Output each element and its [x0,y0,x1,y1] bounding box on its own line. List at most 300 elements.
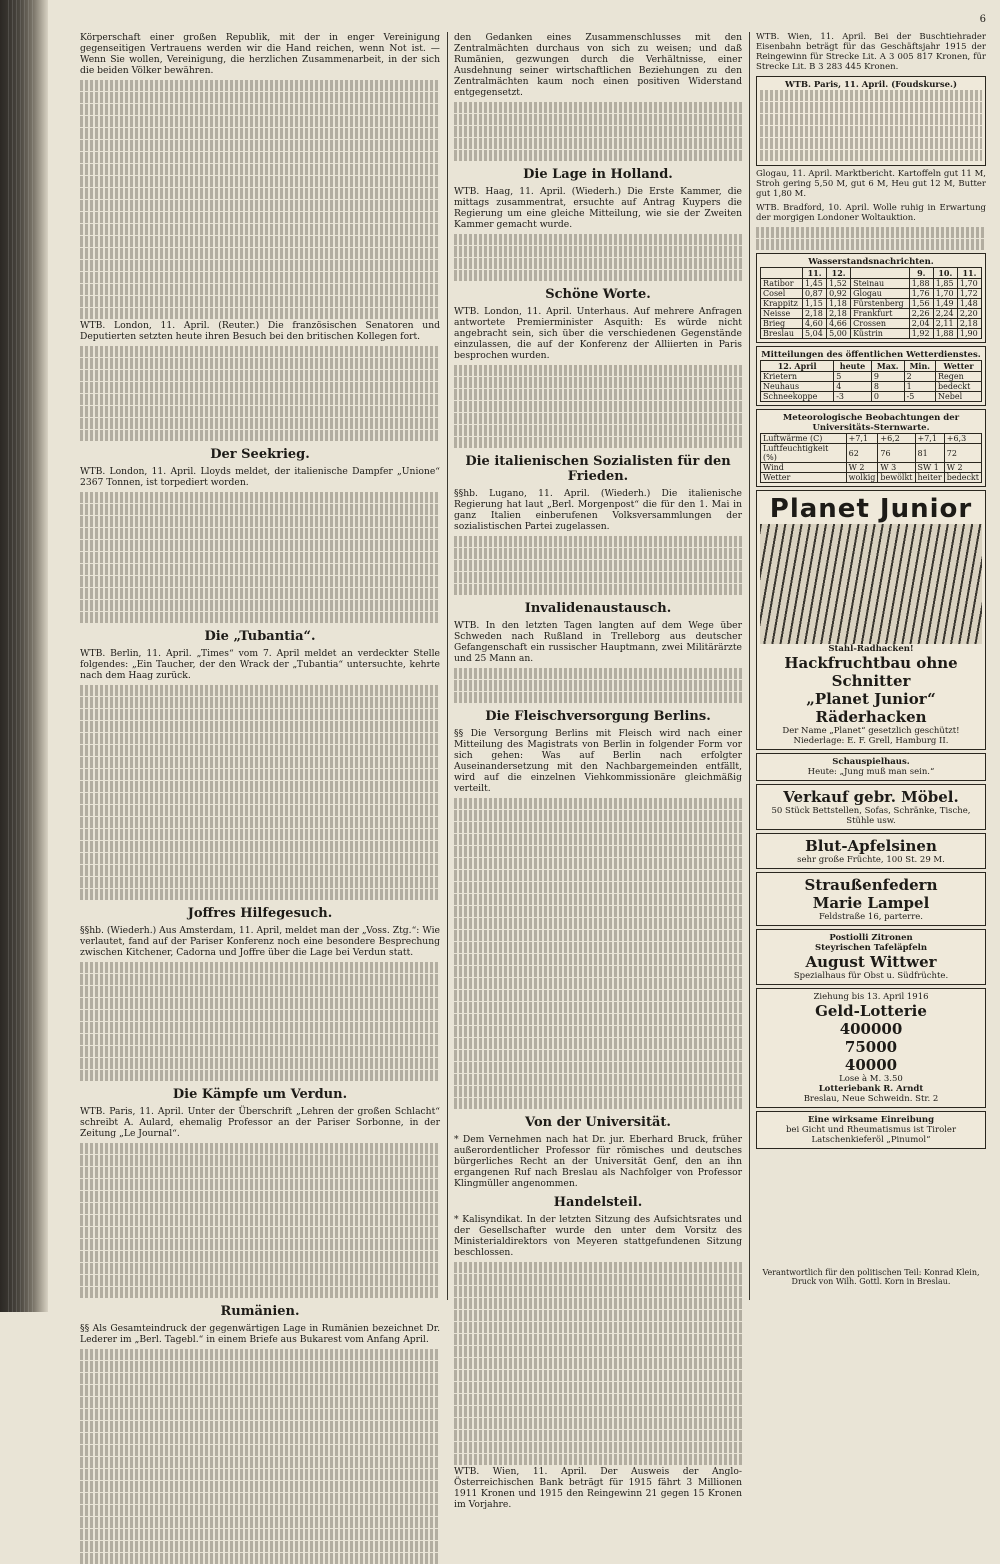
text-line-filler [80,974,440,985]
imprint: Verantwortlich für den politischen Teil: Konrad Klein, Druck von Wilh. Gottl. Korn in Breslau. [762,1268,980,1286]
meteo-table [756,409,986,487]
cell: Luftwärme (C) [761,434,847,444]
cell: -5 [904,392,935,402]
cell: bewölkt [878,473,915,483]
column-rule [447,32,448,1300]
article-text: WTB. London, 11. April. Unterhaus. Auf mehrere Anfragen antwortete Premierminister Asquith: Es würde nicht angebracht sein, sich über die verschiedenen Gegenstände einzulassen, die auf der Konferenz der Alliierten in Paris besprochen wurden. [454,306,742,361]
cell: Frankfurt [851,309,910,319]
text-line-filler [454,1430,742,1441]
text-line-filler [454,810,742,821]
table-row [761,299,982,309]
text-line-filler [80,80,440,91]
text-line-filler [454,1394,742,1405]
planet-junior-ad [756,490,986,750]
text-line-filler [80,1553,440,1564]
article-text: §§hb. Lugano, 11. April. (Wiederh.) Die italienische Regierung hat laut „Berl. Morgenpost“ die für den 1. Mai in ganz Italien einberufenen Volksversammlungen der sozialistischen Partei zugelassen. [454,488,742,532]
text-line-filler [80,588,440,599]
ad-line: bei Gicht und Rheumatismus ist Tiroler Latschenkieferöl „Pinumol“ [785,1125,957,1145]
text-line-filler [454,954,742,965]
cell: +6,2 [878,434,915,444]
text-line-filler [760,150,982,161]
cell: 2,26 [909,309,933,319]
text-line-filler [80,1263,440,1274]
cell: 2,24 [933,309,957,319]
cell: Wind [761,463,847,473]
article-text: Glogau, 11. April. Marktbericht. Kartoffeln gut 11 M, Stroh gering 5,50 M, gut 6 M, Heu gut 12 M, Butter gut 1,80 M. [756,169,986,199]
text-line-filler [80,296,440,307]
text-line-filler [454,150,742,161]
cell: W 2 [846,463,878,473]
cell: Cosel [761,289,803,299]
text-line-filler [80,1203,440,1214]
weather-head-cell: Min. [904,361,935,372]
theatre-ad [756,753,986,781]
text-line-filler [80,492,440,503]
text-line-filler [80,1349,440,1360]
text-line-filler [760,114,982,125]
text-line-filler [80,346,440,357]
text-line-filler [80,877,440,888]
text-line-filler [80,1022,440,1033]
text-line-filler [454,870,742,881]
section-heading: Die italienischen Sozialisten für den Frieden. [465,454,731,484]
text-line-filler [80,1469,440,1480]
ad-line: Breslau, Neue Schweidn. Str. 2 [803,1094,939,1104]
column-1 [80,32,440,1345]
text-line-filler [454,138,742,149]
cell: Schneekoppe [761,392,834,402]
prize-amount: 75000 [844,1038,898,1056]
cell: Brieg [761,319,803,329]
cell: bedeckt [936,382,982,392]
text-line-filler [454,692,742,703]
text-line-filler [80,248,440,259]
ad-title: Blut-Apfelsinen [805,837,937,855]
table-row [761,463,982,473]
cell: 1,88 [909,279,933,289]
text-line-filler [80,1493,440,1504]
text-line-filler [80,308,440,319]
cell: 0,87 [803,289,827,299]
text-line-filler [454,584,742,595]
ad-line: Lose à M. 3.50 [839,1074,903,1084]
text-line-filler [80,1505,440,1516]
article-text: WTB. Wien, 11. April. Der Ausweis der Anglo-Österreichischen Bank beträgt für 1915 fährt 3 Millionen 1911 Kronen und 1915 den Reingewinn 21 gegen 15 Kronen im Vorjahre. [454,1466,742,1510]
section-heading: Die „Tubantia“. [204,629,316,644]
text-line-filler [454,401,742,412]
cell: 81 [915,444,944,463]
text-line-filler [454,1274,742,1285]
newspaper-page [56,4,992,1510]
column-2 [454,32,742,1510]
text-line-filler [454,1098,742,1109]
table-row [761,434,982,444]
table-row [761,289,982,299]
ad-title: Geld-Lotterie [815,1002,927,1020]
prize-amount: 400000 [839,1020,903,1038]
cell: wolkig [846,473,878,483]
article-text: §§ Als Gesamteindruck der gegenwärtigen Lage in Rumänien bezeichnet Dr. Lederer im „Berl. Tagebl.“ in einem Briefe aus Bukarest vom Anfang April. [80,1323,440,1345]
text-line-filler [454,1014,742,1025]
text-line-filler [454,1062,742,1073]
text-line-filler [80,612,440,623]
text-line-filler [454,1334,742,1345]
text-line-filler [454,1442,742,1453]
water-level-table [756,253,986,343]
text-line-filler [80,430,440,441]
table-row [761,473,982,483]
ad-title: Postiolli Zitronen [829,933,913,943]
text-line-filler [80,104,440,115]
text-line-filler [80,576,440,587]
text-line-filler [80,1179,440,1190]
cell: -3 [834,392,872,402]
section-heading: Die Lage in Holland. [523,167,673,182]
table-row [761,279,982,289]
text-line-filler [454,437,742,448]
text-line-filler [80,817,440,828]
text-line-filler [80,504,440,515]
weather-head-cell: heute [834,361,872,372]
field-illustration [760,524,982,644]
cell: 76 [878,444,915,463]
text-line-filler [80,188,440,199]
text-line-filler [760,138,982,149]
text-line-filler [454,1026,742,1037]
text-line-filler [80,552,440,563]
text-line-filler [80,1070,440,1081]
cell: 1,48 [957,299,981,309]
cell: Küstrin [851,329,910,339]
text-line-filler [454,846,742,857]
meteo-title: Meteorologische Beobachtungen der Universitäts-Sternwarte. [782,413,960,433]
ad-title: Planet Junior [769,494,973,524]
cell: 2,11 [933,319,957,329]
cell: 1,92 [909,329,933,339]
text-line-filler [80,841,440,852]
ad-line: sehr große Früchte, 100 St. 29 M. [797,855,945,865]
cell: 1,56 [909,299,933,309]
text-line-filler [454,572,742,583]
ad-title: Eine wirksame Einreibung [807,1115,935,1125]
cell: +7,1 [915,434,944,444]
cell: Ratibor [761,279,803,289]
text-line-filler [454,1038,742,1049]
text-line-filler [454,1358,742,1369]
cell: 2,18 [803,309,827,319]
section-heading: Die Fleischversorgung Berlins. [485,709,711,724]
cell: Neuhaus [761,382,834,392]
text-line-filler [80,564,440,575]
water-head-cell [851,268,910,279]
text-line-filler [454,126,742,137]
ad-line: 50 Stück Bettstellen, Sofas, Schränke, Tische, Stühle usw. [771,806,971,826]
text-line-filler [80,865,440,876]
cell: 1,45 [803,279,827,289]
text-line-filler [80,685,440,696]
text-line-filler [80,769,440,780]
text-line-filler [80,1034,440,1045]
text-line-filler [454,942,742,953]
cell: 1,72 [957,289,981,299]
text-line-filler [454,234,742,245]
text-line-filler [454,1298,742,1309]
text-line-filler [80,1385,440,1396]
text-line-filler [80,1287,440,1298]
ad-name: August Wittwer [805,953,937,971]
cell: Luftfeuchtigkeit (%) [761,444,847,463]
cell: 0 [871,392,904,402]
cell: 1,70 [957,279,981,289]
cell: 4,66 [827,319,851,329]
text-line-filler [454,102,742,113]
cell: Nebel [936,392,982,402]
text-line-filler [454,258,742,269]
text-line-filler [80,889,440,900]
article-text: * Kalisyndikat. In der letzten Sitzung des Aufsichtsrates und der Gesellschafter wurde den unter dem Vorsitz des Ministerialdirektors von Meyeren stattgefundenen Sitzung beschlossen. [454,1214,742,1258]
text-line-filler [80,1143,440,1154]
ad-line: Stahl-Radhacken! [828,644,914,654]
text-line-filler [454,906,742,917]
text-line-filler [454,978,742,989]
text-line-filler [80,998,440,1009]
text-line-filler [80,1046,440,1057]
article-text: WTB. Haag, 11. April. (Wiederh.) Die Erste Kammer, die mittags zusammentrat, ersuchte auf Antrag Kuypers die Regierung um eine gleiche Mitteilung, wie sie der Zweiten Kammer gemacht wurde. [454,186,742,230]
text-line-filler [80,260,440,271]
text-line-filler [454,1262,742,1273]
text-line-filler [454,930,742,941]
cell: heiter [915,473,944,483]
text-line-filler [80,236,440,247]
text-line-filler [454,1418,742,1429]
text-line-filler [80,212,440,223]
text-line-filler [80,358,440,369]
text-line-filler [80,697,440,708]
text-line-filler [80,1529,440,1540]
text-line-filler [454,918,742,929]
cell: 8 [871,382,904,392]
text-line-filler [454,1382,742,1393]
spine-texture [8,0,36,1312]
article-text: WTB. Bradford, 10. April. Wolle ruhig in Erwartung der morgigen Londoner Woltauktion. [756,203,986,223]
cell: 1 [904,382,935,392]
text-line-filler [80,721,440,732]
text-line-filler [80,1010,440,1021]
text-line-filler [454,413,742,424]
text-line-filler [80,805,440,816]
cell: 4,60 [803,319,827,329]
cell: SW 1 [915,463,944,473]
text-line-filler [80,1457,440,1468]
text-line-filler [454,1310,742,1321]
text-line-filler [454,1086,742,1097]
ad-line: Steyrischen Tafeläpfeln [814,943,928,953]
article-text: §§hb. (Wiederh.) Aus Amsterdam, 11. April, meldet man der „Voss. Ztg.“: Wie verlautet, fand auf der Pariser Konferenz noch eine besondere Besprechung zwischen Kitchener, Cadorna und Joffre über die Lage bei Verdun statt. [80,925,440,958]
section-heading: Von der Universität. [525,1115,671,1130]
cell: Steinau [851,279,910,289]
ad-title: Schauspielhaus. [832,757,910,767]
ad-line: Heute: „Jung muß man sein.“ [807,767,935,777]
cell: 2,04 [909,319,933,329]
cell: 1,70 [933,289,957,299]
text-line-filler [80,1445,440,1456]
text-line-filler [454,1322,742,1333]
cell: 0,92 [827,289,851,299]
text-line-filler [454,365,742,376]
ad-line: Niederlage: E. F. Grell, Hamburg II. [793,736,949,746]
text-line-filler [80,986,440,997]
cell: 2 [904,372,935,382]
text-line-filler [80,1239,440,1250]
column-rule [749,32,750,1300]
text-line-filler [80,1227,440,1238]
cell: Krietern [761,372,834,382]
table-row [761,329,982,339]
text-line-filler [80,1409,440,1420]
cell: Krappitz [761,299,803,309]
text-line-filler [80,962,440,973]
text-line-filler [80,418,440,429]
text-line-filler [80,140,440,151]
market-title: WTB. Paris, 11. April. (Foudskurse.) [784,80,958,90]
water-head-cell: 11. [803,268,827,279]
text-line-filler [454,114,742,125]
ad-line: Hackfruchtbau ohne Schnitter [784,654,958,690]
text-line-filler [80,733,440,744]
text-line-filler [454,822,742,833]
text-line-filler [80,1361,440,1372]
text-line-filler [454,668,742,679]
text-line-filler [756,239,986,250]
water-head-cell: 11. [957,268,981,279]
prize-amount: 40000 [844,1056,898,1074]
text-line-filler [454,858,742,869]
text-line-filler [80,1433,440,1444]
text-line-filler [454,560,742,571]
ad-name: Lotteriebank R. Arndt [818,1084,924,1094]
text-line-filler [80,793,440,804]
text-line-filler [454,536,742,547]
text-line-filler [80,1251,440,1262]
text-line-filler [80,528,440,539]
section-heading: Schöne Worte. [545,287,651,302]
text-line-filler [80,176,440,187]
cell: 1,52 [827,279,851,289]
article-text: §§ Die Versorgung Berlins mit Fleisch wird nach einer Mitteilung des Magistrats von Berlin in folgender Form vor sich gehen: Was auf Berlin nach erfolgter Auseinandersetzung mit den Nachbargemeinden entfällt, wird auf die einzelnen Viehkommissionäre gleichmäßig verteilt. [454,728,742,794]
text-line-filler [454,966,742,977]
table-row [761,319,982,329]
water-head-cell: 9. [909,268,933,279]
weather-table [756,346,986,406]
water-head-cell: 10. [933,268,957,279]
article-text: WTB. Wien, 11. April. Bei der Buschtiehrader Eisenbahn beträgt für das Geschäftsjahr 1915 der Reingewinn für Strecke Lit. A 3 005 817 Kronen, für Strecke Lit. B 3 283 445 Kronen. [756,32,986,72]
text-line-filler [80,284,440,295]
cell: Fürstenberg [851,299,910,309]
weather-head-cell: Max. [871,361,904,372]
table-row [761,444,982,463]
cell: 1,49 [933,299,957,309]
water-title: Wasserstandsnachrichten. [808,257,934,267]
text-line-filler [454,680,742,691]
cell: 5 [834,372,872,382]
text-line-filler [454,1346,742,1357]
lottery-ad [756,988,986,1108]
text-line-filler [80,1517,440,1528]
weather-head-cell: Wetter [936,361,982,372]
text-line-filler [454,377,742,388]
cell: W 3 [878,463,915,473]
text-line-filler [80,1191,440,1202]
text-line-filler [80,1373,440,1384]
article-text: Körperschaft einer großen Republik, mit der in enger Vereinigung gegenseitigen Vertrauens werden wir die Hand reichen, wenn Not ist. — Wenn Sie wollen, Vereinigung, die herzlichen Zusammenarbeit, in der sich die beiden Völker bewähren. [80,32,440,76]
text-line-filler [80,540,440,551]
text-line-filler [80,164,440,175]
text-line-filler [454,1406,742,1417]
table-row [761,382,982,392]
text-line-filler [454,882,742,893]
section-heading: Joffres Hilfegesuch. [187,906,333,921]
text-line-filler [80,1215,440,1226]
text-line-filler [80,394,440,405]
article-text: * Dem Vernehmen nach hat Dr. jur. Eberhard Bruck, früher außerordentlicher Professor für römisches und deutsches bürgerliches Recht an der Universität Genf, den an ihn ergangenen Ruf nach Breslau als Nachfolger von Professor Klingmüller angenommen. [454,1134,742,1189]
text-line-filler [80,382,440,393]
text-line-filler [80,224,440,235]
ad-name: Marie Lampel [812,894,930,912]
cell: Breslau [761,329,803,339]
cell: 1,15 [803,299,827,309]
text-line-filler [80,516,440,527]
text-line-filler [80,92,440,103]
text-line-filler [80,406,440,417]
market-table [756,76,986,166]
page-number: 6 [979,14,986,25]
text-line-filler [80,1275,440,1286]
text-line-filler [80,128,440,139]
water-head-cell: 12. [827,268,851,279]
text-line-filler [760,102,982,113]
article-text: WTB. London, 11. April. Lloyds meldet, der italienische Dampfer „Unione“ 2367 Tonnen, ist torpediert worden. [80,466,440,488]
text-line-filler [80,370,440,381]
text-line-filler [454,1286,742,1297]
ad-line: Ziehung bis 13. April 1916 [813,992,929,1002]
text-line-filler [80,600,440,611]
cell: 2,20 [957,309,981,319]
cell: W 2 [944,463,981,473]
table-row [761,309,982,319]
article-text: den Gedanken eines Zusammenschlusses mit den Zentralmächten durchaus von sich zu weisen; und daß Rumänien, gezwungen durch die Verhältnisse, einer Ausdehnung seiner wirtschaftlichen Beziehungen zu den Zentralmächten kaum noch einen positiven Widerstand entgegensetzt. [454,32,742,98]
cell: 1,18 [827,299,851,309]
article-text: WTB. London, 11. April. (Reuter.) Die französischen Senatoren und Deputierten setzten heute ihren Besuch bei den britischen Kollegen fort. [80,320,440,342]
cell: bedeckt [944,473,981,483]
text-line-filler [454,834,742,845]
section-heading: Rumänien. [220,1304,300,1319]
cell: +6,3 [944,434,981,444]
text-line-filler [80,709,440,720]
cell: 5,00 [827,329,851,339]
cell: Glogau [851,289,910,299]
text-line-filler [454,270,742,281]
text-line-filler [80,1421,440,1432]
article-text: WTB. Paris, 11. April. Unter der Überschrift „Lehren der großen Schlacht“ schreibt A. Aulard, ehemalig Professor an der Pariser Sorbonne, in der Zeitung „Le Journal“. [80,1106,440,1139]
cell: 62 [846,444,878,463]
cell: 1,88 [933,329,957,339]
text-line-filler [454,1002,742,1013]
cell: 4 [834,382,872,392]
text-line-filler [80,272,440,283]
text-line-filler [454,798,742,809]
liniment-ad [756,1111,986,1149]
text-line-filler [756,227,986,238]
